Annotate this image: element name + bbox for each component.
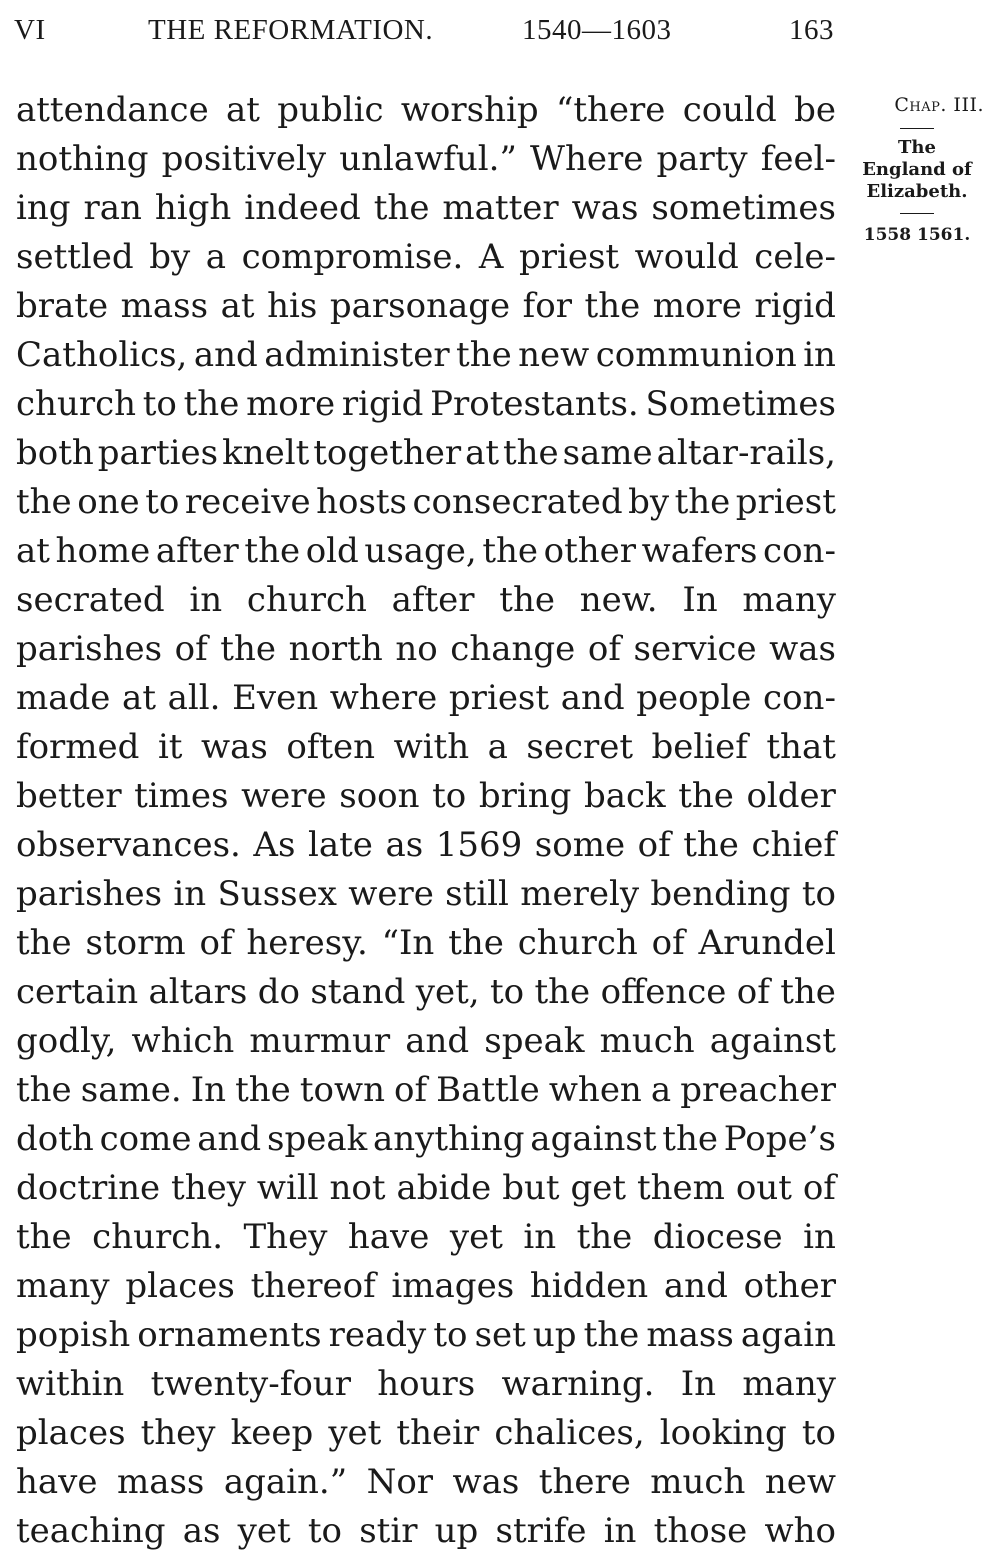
margin-note-chapter: Chap. III. bbox=[894, 94, 984, 116]
text-line: Catholics, and administer the new communion in bbox=[16, 335, 836, 375]
margin-note-divider bbox=[900, 128, 934, 129]
text-line: both parties knelt together at the same altar-rails, bbox=[16, 433, 836, 473]
text-line: many places thereof images hidden and other bbox=[16, 1266, 836, 1306]
text-line: nothing positively unlawful.” Where party feel- bbox=[16, 139, 836, 179]
text-line: attendance at public worship “there could be bbox=[16, 90, 836, 130]
text-line: better times were soon to bring back the older bbox=[16, 776, 836, 816]
text-line: doctrine they will not abide but get them out of bbox=[16, 1168, 836, 1208]
text-line: have mass again.” Nor was there much new bbox=[16, 1462, 836, 1502]
text-line: certain altars do stand yet, to the offence of the bbox=[16, 972, 836, 1012]
text-line: at home after the old usage, the other wafers con- bbox=[16, 531, 836, 571]
text-line: parishes of the north no change of service was bbox=[16, 629, 836, 669]
text-line: the church. They have yet in the diocese in bbox=[16, 1217, 836, 1257]
margin-note bbox=[842, 92, 992, 248]
text-line: the one to receive hosts consecrated by the priest bbox=[16, 482, 836, 522]
body-text bbox=[16, 86, 836, 1556]
text-line: secrated in church after the new. In many bbox=[16, 580, 836, 620]
text-line: the same. In the town of Battle when a preacher bbox=[16, 1070, 836, 1110]
margin-note-topic-line-1: The bbox=[898, 137, 936, 158]
text-line: popish ornaments ready to set up the mass again bbox=[16, 1315, 836, 1355]
margin-note-dates: 1558 1561. bbox=[863, 225, 971, 245]
text-line: within twenty-four hours warning. In many bbox=[16, 1364, 836, 1404]
text-line: made at all. Even where priest and people con- bbox=[16, 678, 836, 718]
text-line: church to the more rigid Protestants. Sometimes bbox=[16, 384, 836, 424]
running-header bbox=[14, 14, 834, 54]
text-line: ing ran high indeed the matter was sometimes bbox=[16, 188, 836, 228]
page-number: 163 bbox=[789, 14, 834, 46]
margin-note-divider bbox=[900, 213, 934, 214]
text-line: settled by a compromise. A priest would cele- bbox=[16, 237, 836, 277]
margin-note-topic-line-3: Elizabeth. bbox=[866, 181, 968, 202]
header-years: 1540—1603 bbox=[522, 14, 672, 46]
text-line: places they keep yet their chalices, looking to bbox=[16, 1413, 836, 1453]
text-line: teaching as yet to stir up strife in those who bbox=[16, 1511, 836, 1551]
text-line: parishes in Sussex were still merely bending to bbox=[16, 874, 836, 914]
text-line: brate mass at his parsonage for the more rigid bbox=[16, 286, 836, 326]
text-line: godly, which murmur and speak much against bbox=[16, 1021, 836, 1061]
text-line: doth come and speak anything against the Pope’s bbox=[16, 1119, 836, 1159]
text-line: the storm of heresy. “In the church of Arundel bbox=[16, 923, 836, 963]
text-line: formed it was often with a secret belief that bbox=[16, 727, 836, 767]
header-title: THE REFORMATION. bbox=[148, 14, 434, 46]
margin-note-topic-line-2: England of bbox=[862, 159, 972, 180]
header-chapter-numeral: VI bbox=[14, 14, 46, 46]
text-line: observances. As late as 1569 some of the chief bbox=[16, 825, 836, 865]
